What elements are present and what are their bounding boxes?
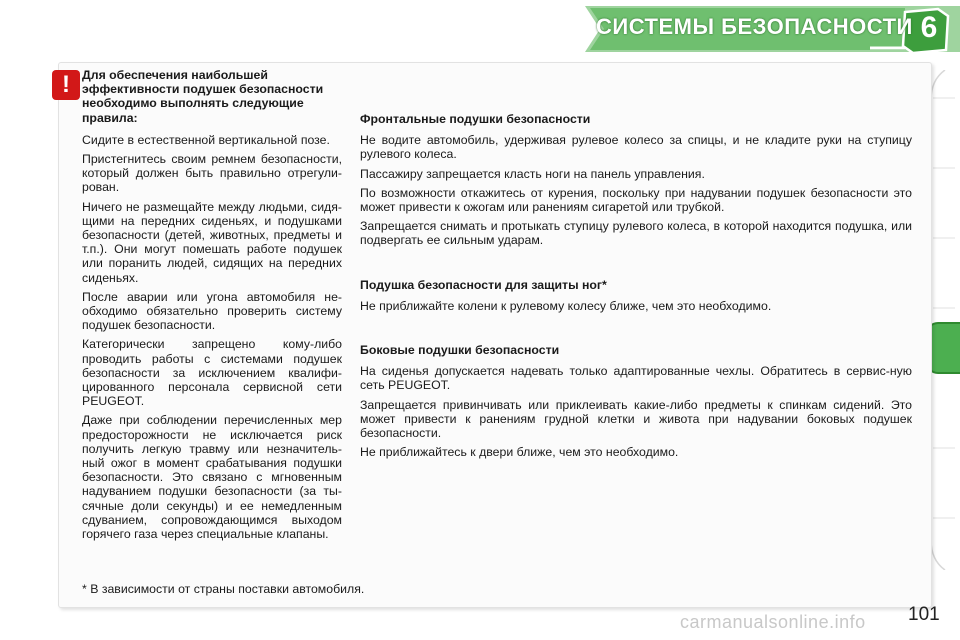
header-title: СИСТЕМЫ БЕЗОПАСНОСТИ bbox=[596, 14, 913, 39]
section-frontal-airbags bbox=[360, 112, 912, 248]
section-heading: Подушка безопасности для защиты ног* bbox=[360, 277, 607, 292]
section-paragraph: Не приближайтесь к двери ближе, чем это необходимо. bbox=[360, 445, 679, 460]
warning-paragraph: Категорически запрещено кому-либо проводить работы с системами подушек безопасности за исключением квалифи-цированного персонала сервисной сети PEUGEOT. bbox=[82, 337, 342, 409]
page-number: 101 bbox=[908, 604, 940, 625]
chapter-number: 6 bbox=[920, 11, 938, 44]
warning-paragraph: После аварии или угона автомобиля не-обходимо обязательно проверить систему подушек безопасности. bbox=[82, 289, 342, 333]
warning-paragraph: Даже при соблюдении перечисленных мер предосторожности не исключается риск получить легкую травму или незначитель-ный ожог в момент срабатывания подушки безопасности. Это связано с мгновенным надуванием подушки безопасности (за ты-сячные доли секунды) и ее немедленным сдуванием, сопровождающимся выходом горячего газа через специальные клапаны. bbox=[82, 413, 342, 542]
footnote: * В зависимости от страны поставки автомобиля. bbox=[82, 582, 365, 596]
warning-exclamation-icon: ! bbox=[52, 70, 80, 100]
warning-paragraph: Ничего не размещайте между людьми, сидя-щими на передних сиденьях, и подушками безопасности (детей, животных, предметы и т.п.). Они могут помешать работе подушек или поранить людей, сидящих на передних сиденьях. bbox=[82, 199, 342, 285]
section-knee-airbag bbox=[360, 278, 912, 313]
warning-paragraph: Пристегнитесь своим ремнем безопасности, который должен быть правильно отрегули-рован. bbox=[82, 152, 342, 195]
section-paragraph: Не водите автомобиль, удерживая рулевое колесо за спицы, и не кладите руки на ступицу рулевого колеса. bbox=[360, 133, 912, 162]
section-paragraph: Запрещается снимать и протыкать ступицу рулевого колеса, в которой находится подушка, или подвергать ее сильным ударам. bbox=[360, 219, 912, 248]
watermark: carmanualsonline.info bbox=[680, 612, 866, 632]
section-paragraph: На сиденья допускается надевать только адаптированные чехлы. Обратитесь в сервис-ную сеть PEUGEOT. bbox=[360, 364, 912, 393]
warning-paragraph: Сидите в естественной вертикальной позе. bbox=[82, 132, 330, 147]
section-heading: Фронтальные подушки безопасности bbox=[360, 112, 591, 126]
section-paragraph: По возможности откажитесь от курения, поскольку при надувании подушек безопасности это может привести к ожогам или ранениям сигаретой или трубкой. bbox=[360, 185, 912, 215]
sections-column bbox=[360, 112, 912, 464]
warning-lead: Для обеспечения наибольшей эффективности подушек безопасности необходимо выполнять следующие правила: bbox=[82, 68, 324, 125]
warning-column bbox=[82, 68, 342, 546]
section-paragraph: Не приближайте колени к рулевому колесу ближе, чем это необходимо. bbox=[360, 298, 772, 313]
section-heading: Боковые подушки безопасности bbox=[360, 343, 560, 358]
section-side-airbags bbox=[360, 343, 912, 459]
section-paragraph: Пассажиру запрещается класть ноги на панель управления. bbox=[360, 166, 705, 181]
section-paragraph: Запрещается привинчивать или приклеивать какие-либо предметы к спинкам сидений. Это может привести к ранениям грудной клетки и живота при надувании боковых подушек безопасности. bbox=[360, 397, 912, 441]
